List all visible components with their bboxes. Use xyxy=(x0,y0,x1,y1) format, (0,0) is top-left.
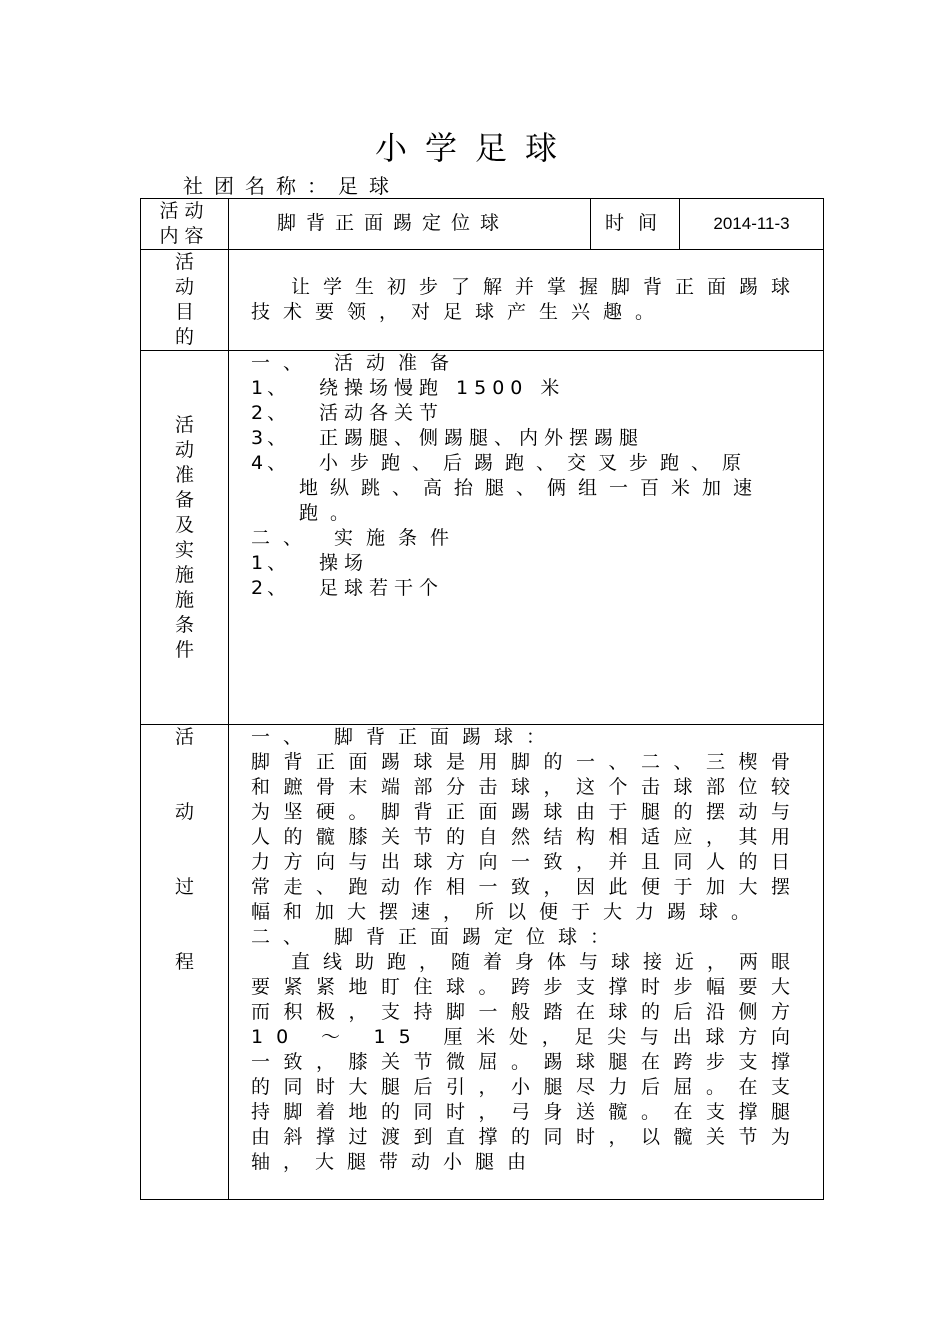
preparation-label-char: 备 xyxy=(174,489,194,511)
preparation-label-char: 施 xyxy=(174,589,194,611)
content-label-line-1: 活动 xyxy=(159,200,210,222)
time-label-cell xyxy=(591,199,680,250)
process-label-char: 程 xyxy=(174,951,194,973)
process-section-title: 二、 脚背正面踢定位球： xyxy=(251,926,623,948)
item-text: 绕操场慢跑 1500 米 xyxy=(319,377,566,399)
item-number: 4、 xyxy=(251,452,291,474)
conditions-section-title: 二、 实施条件 xyxy=(251,527,463,549)
activity-date: 2014-11-3 xyxy=(713,214,790,233)
process-content xyxy=(229,725,823,1199)
club-name-line xyxy=(183,172,400,200)
item-text: 足球若干个 xyxy=(319,577,445,599)
preparation-label-char: 动 xyxy=(174,439,194,461)
header-row xyxy=(141,199,824,250)
preparation-item xyxy=(251,426,803,451)
preparation-section-title: 一、 活动准备 xyxy=(251,352,463,374)
preparation-label-char: 准 xyxy=(174,464,194,486)
item-number: 2、 xyxy=(251,577,291,599)
purpose-text-cell xyxy=(229,250,824,351)
process-row xyxy=(141,725,824,1200)
item-number: 2、 xyxy=(251,402,291,424)
purpose-label-char: 动 xyxy=(174,276,194,298)
preparation-content xyxy=(229,351,823,601)
item-text: 活动各关节 xyxy=(319,402,445,424)
condition-item xyxy=(251,551,803,576)
content-label-cell xyxy=(141,199,229,250)
preparation-item xyxy=(251,451,803,476)
preparation-row xyxy=(141,351,824,725)
preparation-item xyxy=(251,401,803,426)
process-content-cell xyxy=(229,725,824,1200)
process-paragraph: 脚背正面踢球是用脚的一、二、三楔骨和蹠骨末端部分击球，这个击球部位较为坚硬。脚背正面踢球由于腿的摆动与人的髋膝关节的自然结构相适应，其用力方向与出球方向一致，并且同人的日常走、跑动作相一致，因此便于加大摆幅和加大摆速，所以便于大力踢球。 xyxy=(251,751,803,923)
process-label-char: 动 xyxy=(174,801,194,823)
item-number: 1、 xyxy=(251,552,291,574)
date-cell xyxy=(680,199,824,250)
purpose-label-char: 活 xyxy=(174,251,194,273)
item-number: 3、 xyxy=(251,427,291,449)
preparation-item-continuation: 跑。 xyxy=(299,502,362,524)
item-text: 正踢腿、侧踢腿、内外摆踢腿 xyxy=(319,427,645,449)
purpose-row xyxy=(141,250,824,351)
activity-form-table xyxy=(140,198,824,1200)
item-number: 1、 xyxy=(251,377,291,399)
purpose-label-char: 的 xyxy=(174,326,194,348)
process-label-char: 活 xyxy=(174,726,194,748)
preparation-label-char: 件 xyxy=(174,639,194,661)
purpose-label-cell xyxy=(141,250,229,351)
activity-content: 脚背正面踢定位球 xyxy=(277,212,510,234)
club-name-label: 社团名称： xyxy=(183,174,338,198)
preparation-label-char: 施 xyxy=(174,564,194,586)
item-text: 小步跑、后踢跑、交叉步跑、原 xyxy=(319,452,754,474)
preparation-label-char: 及 xyxy=(174,514,194,536)
preparation-item-continuation: 地纵跳、高抬腿、俩组一百米加速 xyxy=(299,477,765,499)
preparation-label-char: 条 xyxy=(174,614,194,636)
item-text: 操场 xyxy=(319,552,370,574)
preparation-label-char: 实 xyxy=(174,539,194,561)
preparation-item xyxy=(251,376,803,401)
preparation-label-char: 活 xyxy=(174,414,194,436)
preparation-label-cell xyxy=(141,351,229,725)
process-label-char: 过 xyxy=(174,876,194,898)
process-label-cell xyxy=(141,725,229,1200)
purpose-text: 让学生初步了解并掌握脚背正面踢球技术要领，对足球产生兴趣。 xyxy=(251,276,804,323)
page-title: 小学足球 xyxy=(374,129,575,167)
content-label-line-2: 内容 xyxy=(159,225,210,247)
club-name-value: 足球 xyxy=(338,174,400,198)
purpose-label-char: 目 xyxy=(174,301,194,323)
process-paragraph: 直线助跑，随着身体与球接近，两眼要紧紧地盯住球。跨步支撑时步幅要大而积极，支持脚一般踏在球的后沿侧方 10 ～ 15 厘米处，足尖与出球方向一致，膝关节微屈。踢球腿在跨步支撑的同时大腿后引，小腿尽力后屈。在支持脚着地的同时，弓身送髋。在支撑腿由斜撑过渡到直撑的同时，以髋关节为轴，大腿带动小腿由 xyxy=(251,951,804,1173)
time-label: 时间 xyxy=(605,212,672,234)
content-value-cell xyxy=(229,199,591,250)
condition-item xyxy=(251,576,803,601)
preparation-content-cell xyxy=(229,351,824,725)
process-section-title: 一、 脚背正面踢球： xyxy=(251,726,559,748)
